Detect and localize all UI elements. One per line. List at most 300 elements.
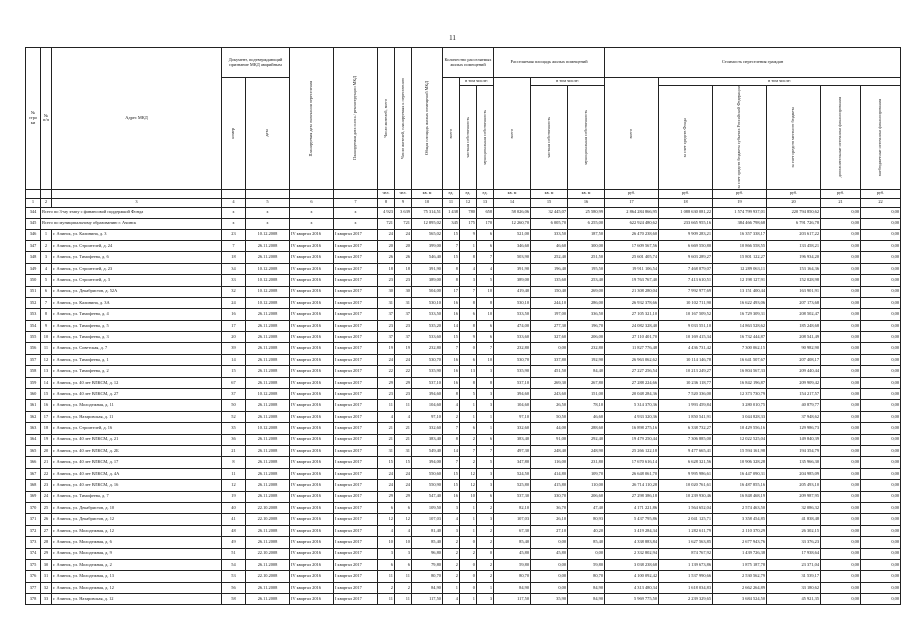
cost-additional: 0,00 (821, 514, 861, 525)
cost-extra: 0,00 (861, 275, 901, 286)
doc-date: 22.10.2008 (246, 502, 290, 513)
rooms-total: 3 (443, 525, 460, 536)
total-area: 394,00 (412, 457, 443, 468)
cost-additional: 0,00 (821, 286, 861, 297)
total-area: 530,10 (412, 297, 443, 308)
pp-number: 25 (41, 502, 52, 513)
rooms-private: 175 (460, 218, 477, 229)
cost-local: 45 921,35 (767, 594, 821, 605)
cost-fund: 1 993 459,84 (659, 400, 713, 411)
cost-fund: 1 139 673,86 (659, 559, 713, 570)
rooms-municipal: 10 (477, 354, 494, 365)
cost-extra: 0,00 (861, 480, 901, 491)
rooms-total: 4 (443, 594, 460, 605)
total-area: 232,80 (412, 343, 443, 354)
rooms-total: 4 (443, 514, 460, 525)
header-cost-group: Стоимость переселения граждан (605, 48, 901, 78)
residents-planned: 37 (395, 309, 412, 320)
cost-regional: 10 906 328,28 (713, 457, 767, 468)
total-area: 394,60 (412, 389, 443, 400)
cost-local: 153 164,36 (767, 263, 821, 274)
cost-regional: 16 842 196,87 (713, 377, 767, 388)
residents: 15 (378, 457, 395, 468)
cost-total: 17 670 616,14 (605, 457, 659, 468)
cost-total: 4 100 092,42 (605, 571, 659, 582)
area-total: 82,10 (494, 502, 531, 513)
total-area: 12 895,02 (412, 218, 443, 229)
rooms-private: 1 (460, 514, 477, 525)
rooms-municipal: 3 (477, 366, 494, 377)
table-row (26, 537, 901, 548)
area-private: 252,40 (531, 252, 568, 263)
area-private: 150,40 (531, 286, 568, 297)
area-private: 0,00 (531, 582, 568, 593)
cost-fund: 7 468 879,07 (659, 263, 713, 274)
cost-total: 4 313 480,34 (605, 582, 659, 593)
cost-fund: 10 020 761,61 (659, 480, 713, 491)
cost-additional: 0,00 (821, 218, 861, 229)
cost-additional: 0,00 (821, 525, 861, 536)
cost-local: 90 982,90 (767, 343, 821, 354)
cost-regional: 7 300 062,15 (713, 343, 767, 354)
column-number-cell: 4 (222, 198, 246, 207)
cost-total: 2 864 284 866,95 (605, 207, 659, 218)
address: г. Ачинск, ул. Советская, д. 7 (52, 343, 222, 354)
unit-cell: руб. (659, 189, 713, 198)
address: г. Ачинск, ул. Строителей, д. 24 (52, 240, 222, 251)
area-municipal: 267,80 (568, 377, 605, 388)
rooms-total: 2 (443, 571, 460, 582)
address: г. Ачинск, ул. Строителей, д. 23 (52, 263, 222, 274)
residents: 29 (378, 377, 395, 388)
cost-total: 27 105 321,10 (605, 309, 659, 320)
cost-additional: 0,00 (821, 571, 861, 582)
residents: 21 (378, 434, 395, 445)
doc-number: 17 (222, 320, 246, 331)
cost-local: 204 985,09 (767, 468, 821, 479)
cost-additional: 0,00 (821, 343, 861, 354)
header-area-incl: в том числе: (531, 78, 605, 86)
doc-date: 26.11.2008 (246, 468, 290, 479)
doc-number: 56 (222, 582, 246, 593)
total-area: 504,00 (412, 286, 443, 297)
cost-fund: 10 236 118,77 (659, 377, 713, 388)
rooms-municipal: 6 (477, 320, 494, 331)
header-cost-total: всего (605, 78, 659, 190)
doc-number: 49 (222, 537, 246, 548)
rooms-total: 8 (443, 275, 460, 286)
unit-cell: кв. м (412, 189, 443, 198)
column-number-cell: 22 (861, 198, 901, 207)
planned-end: IV квартал 2016 (290, 320, 334, 331)
cost-regional: 12 198 127,91 (713, 275, 767, 286)
area-municipal: 300,00 (568, 240, 605, 251)
residents: 6 (378, 559, 395, 570)
pp-number: 21 (41, 457, 52, 468)
header-rooms-incl: в том числе: (460, 78, 494, 86)
rooms-private: 9 (460, 332, 477, 343)
pp-number: 9 (41, 320, 52, 331)
row-number: 363 (26, 423, 41, 434)
rooms-municipal: 2 (477, 559, 494, 570)
area-private: 27,10 (531, 525, 568, 536)
rooms-municipal: 6 (477, 332, 494, 343)
residents: 26 (378, 252, 395, 263)
area-private: 36,70 (531, 502, 568, 513)
cost-additional: 0,00 (821, 332, 861, 343)
planned-end: IV квартал 2016 (290, 240, 334, 251)
cost-regional: 15 801 122,27 (713, 252, 767, 263)
area-total: 59,80 (494, 559, 531, 570)
cost-extra: 0,00 (861, 297, 901, 308)
residents: 23 (378, 389, 395, 400)
cost-additional: 0,00 (821, 389, 861, 400)
cost-fund: 7 520 336,00 (659, 389, 713, 400)
rooms-total: 16 (443, 491, 460, 502)
rooms-municipal: 658 (477, 207, 494, 218)
area-private: 269,30 (531, 377, 568, 388)
row-number: 356 (26, 343, 41, 354)
units-row (26, 189, 901, 198)
address: г. Ачинск, ул. 40 лет ВЛКСМ, д. 17 (52, 457, 222, 468)
cost-total: 622 924 480,62 (605, 218, 659, 229)
cost-extra: 0,00 (861, 445, 901, 456)
planned-end: IV квартал 2016 (290, 571, 334, 582)
cost-additional: 0,00 (821, 548, 861, 559)
cost-local: 203 617,22 (767, 229, 821, 240)
cost-local: 209 987,95 (767, 491, 821, 502)
address: г. Ачинск, ул. 40 лет ВЛКСМ, д. 27 (52, 389, 222, 400)
column-number-cell: 17 (605, 198, 659, 207)
residents-planned: 6 (395, 502, 412, 513)
row-number: 360 (26, 389, 41, 400)
area-municipal: 192,90 (568, 354, 605, 365)
residents-planned: 6 (395, 559, 412, 570)
rooms-private: 0 (460, 582, 477, 593)
cost-local: 194 354,79 (767, 445, 821, 456)
rooms-total: 15 (443, 480, 460, 491)
address: г. Ачинск, ул. Молодежная, д. 6 (52, 537, 222, 548)
area-total: 474,00 (494, 320, 531, 331)
column-number-cell: 13 (477, 198, 494, 207)
residents-planned: 19 (395, 343, 412, 354)
cost-local: 185 248,68 (767, 320, 821, 331)
cost-total: 27 298 386,18 (605, 491, 659, 502)
rooms-municipal: 3 (477, 594, 494, 605)
planned-demolition: I квартал 2017 (334, 229, 378, 240)
area-private: 91,00 (531, 434, 568, 445)
doc-date: 10.12.2008 (246, 263, 290, 274)
planned-demolition: I квартал 2017 (334, 423, 378, 434)
residents-planned: 22 (395, 366, 412, 377)
total-area: 530,70 (412, 354, 443, 365)
header-area-total: всего (494, 78, 531, 190)
rooms-total: 7 (443, 457, 460, 468)
header-total-area: Общая площадь жилых помещений МКД (412, 48, 443, 190)
resettlement-table (25, 47, 901, 605)
area-total: 524,50 (494, 468, 531, 479)
cost-total: 4 338 883,84 (605, 537, 659, 548)
doc-date: 26.11.2008 (246, 366, 290, 377)
residents: 4 (378, 525, 395, 536)
column-number-cell: 10 (412, 198, 443, 207)
residents: 3 (378, 548, 395, 559)
cost-local: 209 909,42 (767, 377, 821, 388)
cost-extra: 0,00 (861, 252, 901, 263)
cost-regional: 16 641 507,67 (713, 354, 767, 365)
rooms-private: 4 (460, 263, 477, 274)
doc-date: 26.11.2008 (246, 377, 290, 388)
area-private: 415,80 (531, 480, 568, 491)
doc-date: 26.11.2008 (246, 525, 290, 536)
row-number: 361 (26, 400, 41, 411)
cost-regional: 3 684 524,50 (713, 594, 767, 605)
rooms-total: 7 (443, 343, 460, 354)
residents-planned: 11 (395, 400, 412, 411)
doc-number: 41 (222, 514, 246, 525)
area-municipal: 231,80 (568, 457, 605, 468)
row-number: 359 (26, 377, 41, 388)
pp-number: 8 (41, 309, 52, 320)
area-municipal: 40,20 (568, 525, 605, 536)
cost-local: 6 791 726,78 (767, 218, 821, 229)
unit-cell: чел. (378, 189, 395, 198)
address: г. Ачинск, ул. Строителей, д. 16 (52, 423, 222, 434)
rooms-municipal: 1 (477, 423, 494, 434)
area-total: 533,50 (494, 309, 531, 320)
planned-end: IV квартал 2016 (290, 468, 334, 479)
area-municipal: 80,93 (568, 514, 605, 525)
cost-additional: 0,00 (821, 309, 861, 320)
pp-number: 12 (41, 354, 52, 365)
cost-regional: 2 677 943,76 (713, 537, 767, 548)
planned-demolition: I квартал 2017 (334, 480, 378, 491)
cost-local: 135 966,30 (767, 457, 821, 468)
doc-number: 48 (222, 525, 246, 536)
rooms-private: 8 (460, 377, 477, 388)
doc-number: 67 (222, 377, 246, 388)
cost-fund: 9 033 551,10 (659, 320, 713, 331)
total-area: 399,00 (412, 240, 443, 251)
placeholder-x: x (222, 207, 246, 218)
table-header (26, 48, 901, 208)
planned-end: IV квартал 2016 (290, 400, 334, 411)
doc-number: 51 (222, 548, 246, 559)
cost-regional: 10 429 556,16 (713, 423, 767, 434)
address: г. Ачинск, ул. Назаровская, д. 12 (52, 594, 222, 605)
planned-end: IV квартал 2016 (290, 445, 334, 456)
cost-total: 5 314 370,36 (605, 400, 659, 411)
unit-cell (290, 189, 334, 198)
header-rooms-group: Количество расселяемых жилых помещений (443, 48, 494, 78)
table-row (26, 594, 901, 605)
row-number: 372 (26, 525, 41, 536)
cost-fund: 1 627 563,85 (659, 537, 713, 548)
cost-extra: 0,00 (861, 332, 901, 343)
column-number-cell: 1 (26, 198, 41, 207)
rooms-municipal: 3 (477, 514, 494, 525)
area-total: 530,70 (494, 354, 531, 365)
planned-end: IV квартал 2016 (290, 480, 334, 491)
cost-fund: 9 995 986,61 (659, 468, 713, 479)
pp-number: 13 (41, 366, 52, 377)
header-address: Адрес МКД (52, 48, 222, 190)
area-municipal: 187,50 (568, 229, 605, 240)
column-number-cell: 15 (531, 198, 568, 207)
cost-additional: 0,00 (821, 354, 861, 365)
area-municipal: 6 255,00 (568, 218, 605, 229)
placeholder-x: x (222, 218, 246, 229)
doc-date: 10.12.2008 (246, 229, 290, 240)
cost-local: 32 086,32 (767, 502, 821, 513)
residents-planned: 31 (395, 445, 412, 456)
table-row (26, 525, 901, 536)
area-municipal: 84,90 (568, 594, 605, 605)
doc-number: 11 (222, 468, 246, 479)
cost-total: 27 288 224,66 (605, 377, 659, 388)
planned-demolition: I квартал 2017 (334, 343, 378, 354)
rooms-private: 1 (460, 240, 477, 251)
cost-local: 209 440,44 (767, 366, 821, 377)
area-municipal: 206,60 (568, 491, 605, 502)
address: г. Ачинск, ул. 40 лет ВЛКСМ, д. 16 (52, 480, 222, 491)
header-area-municipal: муниципальная собственность (568, 86, 605, 190)
row-number: 374 (26, 548, 41, 559)
placeholder-x: x (334, 218, 378, 229)
rooms-total: 15 (443, 468, 460, 479)
planned-end: IV квартал 2016 (290, 457, 334, 468)
residents: 721 (378, 218, 395, 229)
rooms-private: 12 (460, 480, 477, 491)
cost-total: 19 911 106,54 (605, 263, 659, 274)
cost-extra: 0,00 (861, 400, 901, 411)
cost-local: 196 934,20 (767, 252, 821, 263)
cost-local: 154 217,57 (767, 389, 821, 400)
rooms-private: 7 (460, 286, 477, 297)
cost-total: 5 969 775,50 (605, 594, 659, 605)
planned-end: IV квартал 2016 (290, 377, 334, 388)
rooms-municipal: 7 (477, 252, 494, 263)
cost-fund: 6 669 550,80 (659, 240, 713, 251)
cost-extra: 0,00 (861, 502, 901, 513)
header-area-private: частная собственность (531, 86, 568, 190)
address: г. Ачинск, ул. Молодежная, д. 2 (52, 559, 222, 570)
cost-fund: 9 909 283,21 (659, 229, 713, 240)
rooms-private: 13 (460, 366, 477, 377)
cost-regional: 16 487 855,16 (713, 480, 767, 491)
cost-total: 2 332 802,94 (605, 548, 659, 559)
rooms-municipal: 10 (477, 286, 494, 297)
cost-extra: 0,00 (861, 389, 901, 400)
doc-date: 26.11.2008 (246, 332, 290, 343)
table-row (26, 411, 901, 422)
rooms-municipal: 8 (477, 377, 494, 388)
header-pp-number: № п/п (41, 48, 52, 190)
planned-demolition: I квартал 2017 (334, 411, 378, 422)
residents: 11 (378, 400, 395, 411)
column-number-cell: 14 (494, 198, 531, 207)
doc-number: 36 (222, 434, 246, 445)
cost-regional: 3 280 010,75 (713, 400, 767, 411)
row-number: 367 (26, 468, 41, 479)
row-number: 353 (26, 309, 41, 320)
doc-number: 24 (222, 297, 246, 308)
residents-planned: 4 (395, 525, 412, 536)
rooms-private: 780 (460, 207, 477, 218)
doc-date: 26.11.2008 (246, 582, 290, 593)
cost-extra: 0,00 (861, 582, 901, 593)
cost-total: 4 171 221,86 (605, 502, 659, 513)
row-number: 344 (26, 207, 41, 218)
header-planned-end: Планируемая дата окончания переселения (290, 48, 334, 190)
unit-cell: ед. (443, 189, 460, 198)
address: г. Ачинск, ул. Декабристов, д. 52А (52, 286, 222, 297)
planned-end: IV квартал 2016 (290, 502, 334, 513)
residents: 12 (378, 514, 395, 525)
cost-additional: 0,00 (821, 275, 861, 286)
rooms-municipal: 8 (477, 297, 494, 308)
residents: 11 (378, 594, 395, 605)
planned-end: IV квартал 2016 (290, 423, 334, 434)
column-number-cell: 7 (334, 198, 378, 207)
header-rooms-total: всего (443, 78, 460, 190)
pp-number: 19 (41, 434, 52, 445)
table-row (26, 297, 901, 308)
planned-end: IV квартал 2016 (290, 389, 334, 400)
residents-planned: 23 (395, 320, 412, 331)
rooms-private: 8 (460, 252, 477, 263)
unit-cell: кв. м (531, 189, 568, 198)
planned-demolition: I квартал 2017 (334, 514, 378, 525)
cost-fund: 1 618 034,83 (659, 582, 713, 593)
residents-planned: 3 (395, 548, 412, 559)
area-municipal: 59,80 (568, 559, 605, 570)
pp-number: 18 (41, 423, 52, 434)
total-area: 104,60 (412, 400, 443, 411)
doc-number: 54 (222, 559, 246, 570)
header-cost-local: за счет средств местного бюджета (767, 86, 821, 190)
table-row (26, 377, 901, 388)
column-number-cell: 2 (41, 198, 52, 207)
area-private: 277,30 (531, 320, 568, 331)
planned-demolition: I квартал 2017 (334, 537, 378, 548)
rooms-municipal: 1 (477, 411, 494, 422)
rooms-municipal: 7 (477, 343, 494, 354)
rooms-private: 8 (460, 297, 477, 308)
rooms-private: 2 (460, 548, 477, 559)
pp-number: 2 (41, 240, 52, 251)
area-private: 333,50 (531, 229, 568, 240)
rooms-total: 7 (443, 423, 460, 434)
column-number-cell: 18 (659, 198, 713, 207)
cost-fund: 4 436 731,42 (659, 343, 713, 354)
rooms-municipal: 6 (477, 229, 494, 240)
planned-demolition: I квартал 2017 (334, 377, 378, 388)
row-number: 358 (26, 366, 41, 377)
area-municipal: 47,40 (568, 502, 605, 513)
rooms-municipal: 3 (477, 400, 494, 411)
rooms-private: 1 (460, 594, 477, 605)
row-number: 376 (26, 571, 41, 582)
cost-fund: 9 477 665,41 (659, 445, 713, 456)
cost-extra: 0,00 (861, 366, 901, 377)
unit-cell: ед. (460, 189, 477, 198)
cost-fund: 7 992 977,69 (659, 286, 713, 297)
row-number: 369 (26, 491, 41, 502)
unit-cell: ед. (477, 189, 494, 198)
rooms-total: 1 438 (443, 207, 460, 218)
column-numbers-row (26, 198, 901, 207)
